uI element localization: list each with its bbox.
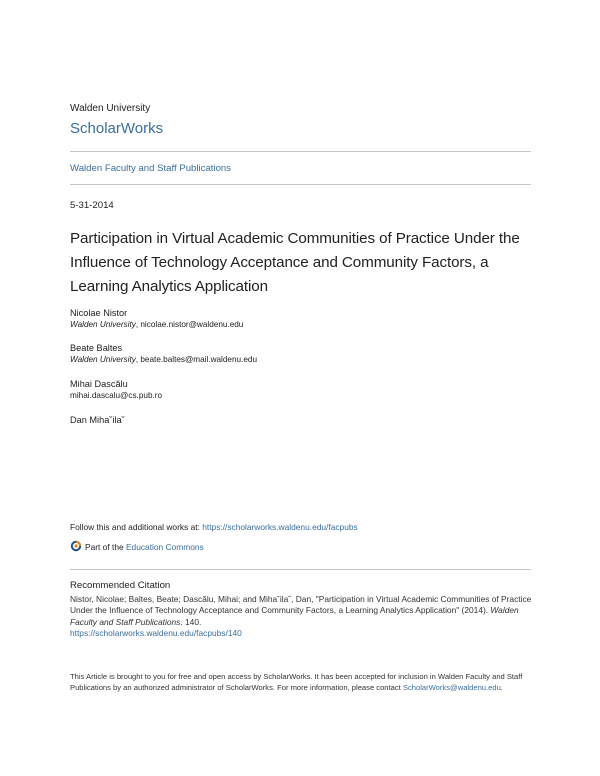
follow-text: Follow this and additional works at: bbox=[70, 522, 203, 532]
citation-number: . 140. bbox=[180, 616, 202, 627]
author-name: Nicolae Nistor bbox=[70, 308, 128, 318]
author-block-4 bbox=[70, 414, 125, 426]
footer-text: This Article is brought to you for free and open access by ScholarWorks. It has been accepted for inclusion in Walden Faculty and Staff Publications by an authorized administrator of ScholarWorks. For more information, please contact bbox=[70, 672, 523, 692]
article-title: Participation in Virtual Academic Communities of Practice Under the Influence of Technology Acceptance and Community Factors, a Learning Analytics Application bbox=[70, 230, 520, 295]
institution-name: Walden University bbox=[70, 103, 151, 114]
citation-journal: Walden Faculty and Staff Publications bbox=[70, 605, 519, 627]
author-block-1 bbox=[70, 307, 243, 331]
publication-date: 5-31-2014 bbox=[70, 200, 114, 211]
part-of-line bbox=[70, 540, 540, 553]
author-email: , beate.baltes@mail.waldenu.edu bbox=[135, 355, 258, 364]
author-email: , nicolae.nistor@waldenu.edu bbox=[135, 320, 244, 329]
footer-notice bbox=[70, 671, 532, 693]
author-affiliation: Walden University bbox=[70, 320, 136, 329]
scholarworks-link[interactable]: ScholarWorks bbox=[70, 120, 164, 137]
author-block-2 bbox=[70, 342, 257, 366]
citation-heading: Recommended Citation bbox=[70, 580, 171, 591]
education-commons-link[interactable]: Education Commons bbox=[125, 542, 204, 552]
collection-link[interactable]: Walden Faculty and Staff Publications bbox=[70, 163, 232, 174]
author-name: Mihai Dascălu bbox=[70, 379, 128, 389]
header-divider-top bbox=[70, 151, 531, 152]
author-affiliation: Walden University bbox=[70, 355, 136, 364]
header-divider-bottom bbox=[70, 184, 531, 185]
author-email: mihai.dascalu@cs.pub.ro bbox=[70, 391, 163, 400]
citation-url-link[interactable]: https://scholarworks.waldenu.edu/facpubs/140 bbox=[70, 628, 242, 639]
citation-divider bbox=[70, 569, 531, 570]
footer-end: . bbox=[500, 683, 503, 692]
citation-body bbox=[70, 594, 532, 640]
follow-line bbox=[70, 522, 540, 533]
collection-url-link[interactable]: https://scholarworks.waldenu.edu/facpubs bbox=[202, 522, 358, 532]
author-name: Dan Miha˘ila˘ bbox=[70, 415, 125, 425]
author-name: Beate Baltes bbox=[70, 343, 123, 353]
contact-email-link[interactable]: ScholarWorks@waldenu.edu bbox=[402, 683, 501, 692]
author-block-3 bbox=[70, 378, 162, 402]
network-icon bbox=[70, 540, 82, 552]
part-of-text: Part of the bbox=[85, 542, 126, 552]
citation-text: Nistor, Nicolae; Baltes, Beate; Dascălu, Mihai; and Miha˘ila˘, Dan, "Participation in Virtual Academic Communities of Practice Under the Influence of Technology Acceptance and Community Factors, a Learning Analytics Application" (2014). bbox=[70, 594, 532, 616]
